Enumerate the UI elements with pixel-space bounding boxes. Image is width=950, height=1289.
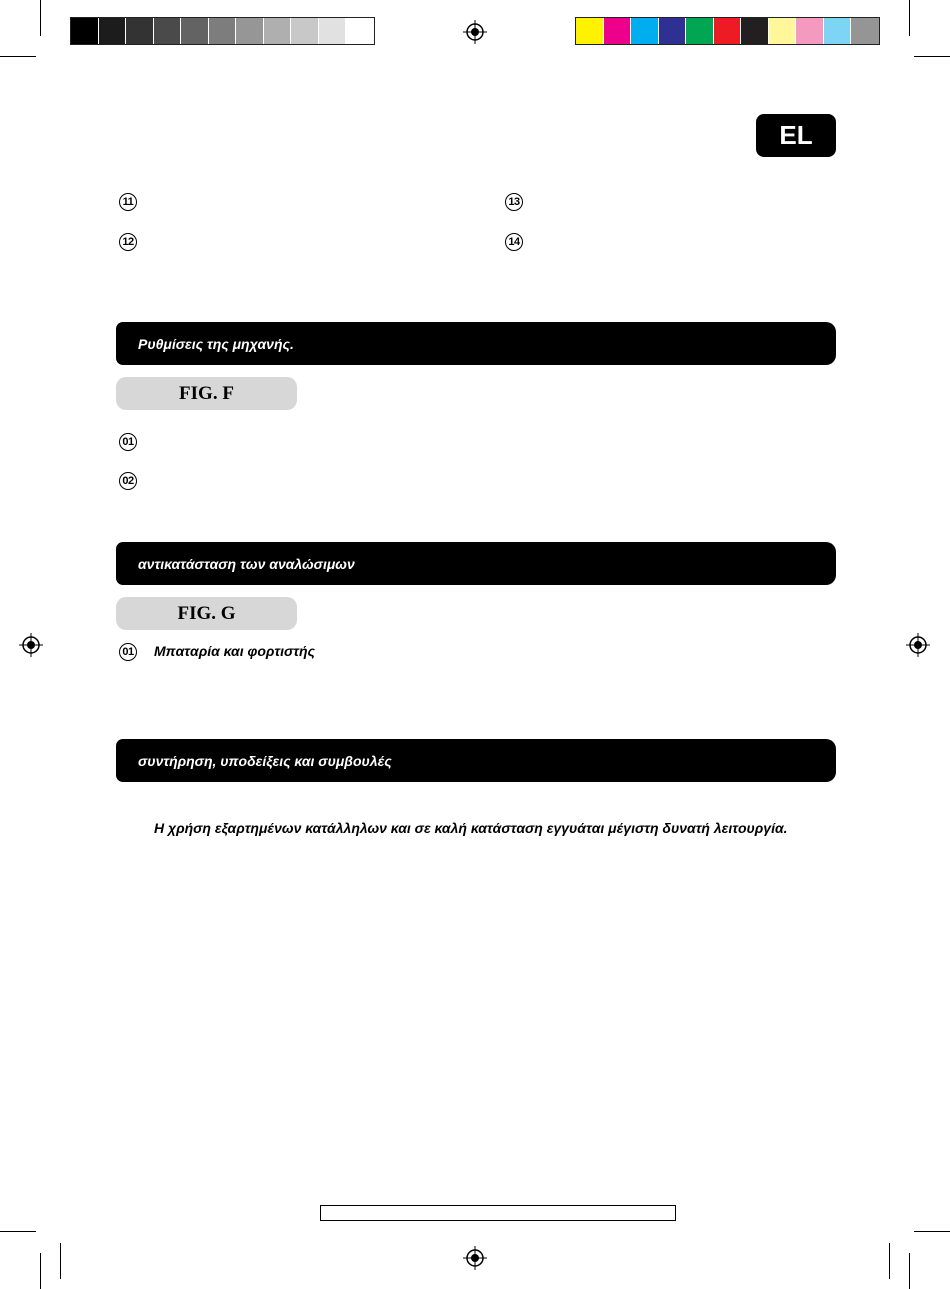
color-swatch: [714, 18, 742, 44]
color-swatch: [576, 18, 604, 44]
section-title: αντικατάσταση των αναλώσιμων: [138, 555, 355, 572]
color-swatch: [126, 18, 154, 44]
language-badge: EL: [756, 114, 836, 157]
section-title: συντήρηση, υποδείξεις και συμβουλές: [138, 752, 392, 769]
color-swatch: [851, 18, 879, 44]
color-swatch: [71, 18, 99, 44]
color-swatch: [631, 18, 659, 44]
registration-mark-icon: [906, 633, 930, 657]
color-swatch: [236, 18, 264, 44]
part-number-marker: 14: [505, 233, 523, 251]
item-text-battery-charger: Μπαταρία και φορτιστής: [154, 643, 316, 659]
section-header-maintenance: [116, 739, 836, 782]
color-swatch: [659, 18, 687, 44]
color-swatch: [824, 18, 852, 44]
color-swatch: [99, 18, 127, 44]
part-number-marker: 11: [119, 193, 137, 211]
color-swatch: [264, 18, 292, 44]
process-color-bar: [575, 17, 880, 45]
part-number-marker: 12: [119, 233, 137, 251]
section-header-consumables-replacement: [116, 542, 836, 585]
color-swatch: [154, 18, 182, 44]
color-swatch: [346, 18, 374, 44]
registration-mark-icon: [19, 633, 43, 657]
color-swatch: [209, 18, 237, 44]
registration-mark-icon: [463, 20, 487, 44]
color-swatch: [319, 18, 347, 44]
color-swatch: [181, 18, 209, 44]
footer-box: [320, 1205, 676, 1221]
registration-mark-icon: [463, 1246, 487, 1270]
color-swatch: [604, 18, 632, 44]
item-number-marker: 02: [119, 472, 137, 490]
color-swatch: [769, 18, 797, 44]
grayscale-color-bar: [70, 17, 375, 45]
color-swatch: [686, 18, 714, 44]
item-number-marker: 01: [119, 643, 137, 661]
item-number-marker: 01: [119, 433, 137, 451]
figure-label-g: FIG. G: [116, 597, 297, 630]
part-number-marker: 13: [505, 193, 523, 211]
section-title: Ρυθμίσεις της μηχανής.: [138, 335, 294, 352]
color-swatch: [291, 18, 319, 44]
color-swatch: [741, 18, 769, 44]
color-swatch: [796, 18, 824, 44]
figure-label-f: FIG. F: [116, 377, 297, 410]
maintenance-paragraph: Η χρήση εξαρτημένων κατάλληλων και σε καλή κατάσταση εγγυάται μέγιστη δυνατή λειτουργία.: [154, 820, 788, 836]
section-header-machine-settings: [116, 322, 836, 365]
